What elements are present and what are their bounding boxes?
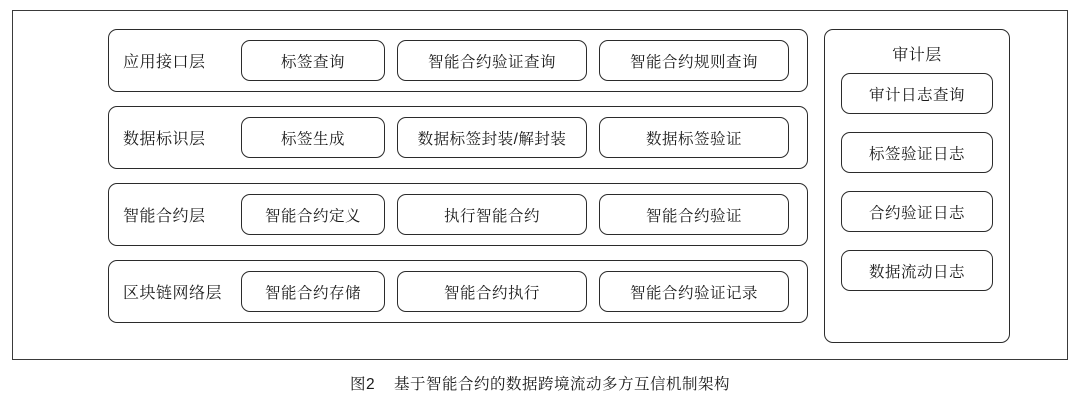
node-box[interactable]: 智能合约规则查询 [599, 40, 789, 81]
audit-item[interactable]: 标签验证日志 [841, 132, 993, 173]
node-box[interactable]: 标签查询 [241, 40, 385, 81]
node-box[interactable]: 智能合约验证记录 [599, 271, 789, 312]
figure-caption-label: 图2 [350, 376, 376, 393]
audit-layer-items [837, 73, 997, 291]
layer-title: 数据标识层 [123, 131, 206, 148]
node-box[interactable]: 数据标签封装/解封装 [397, 117, 587, 158]
figure-caption [0, 372, 1080, 394]
layer-row [108, 183, 808, 246]
figure-frame [12, 10, 1068, 360]
node-box[interactable]: 标签生成 [241, 117, 385, 158]
layer-nodes [241, 194, 797, 235]
layer-nodes [241, 271, 797, 312]
layer-title: 区块链网络层 [123, 285, 223, 302]
node-box[interactable]: 智能合约定义 [241, 194, 385, 235]
node-box[interactable]: 智能合约验证查询 [397, 40, 587, 81]
audit-item[interactable]: 数据流动日志 [841, 250, 993, 291]
layer-nodes [241, 117, 797, 158]
node-box[interactable]: 智能合约验证 [599, 194, 789, 235]
architecture-diagram [13, 11, 1069, 361]
layer-row [108, 29, 808, 92]
layer-title: 智能合约层 [123, 208, 206, 225]
layers-column [108, 29, 808, 323]
figure-caption-text: 基于智能合约的数据跨境流动多方互信机制架构 [393, 376, 730, 393]
audit-item[interactable]: 合约验证日志 [841, 191, 993, 232]
node-box[interactable]: 数据标签验证 [599, 117, 789, 158]
node-box[interactable]: 执行智能合约 [397, 194, 587, 235]
layer-row [108, 106, 808, 169]
audit-item[interactable]: 审计日志查询 [841, 73, 993, 114]
layer-title: 应用接口层 [123, 54, 206, 71]
node-box[interactable]: 智能合约存储 [241, 271, 385, 312]
node-box[interactable]: 智能合约执行 [397, 271, 587, 312]
audit-layer-title: 审计层 [892, 47, 942, 64]
layer-nodes [241, 40, 797, 81]
audit-layer-panel [824, 29, 1010, 343]
layer-row [108, 260, 808, 323]
